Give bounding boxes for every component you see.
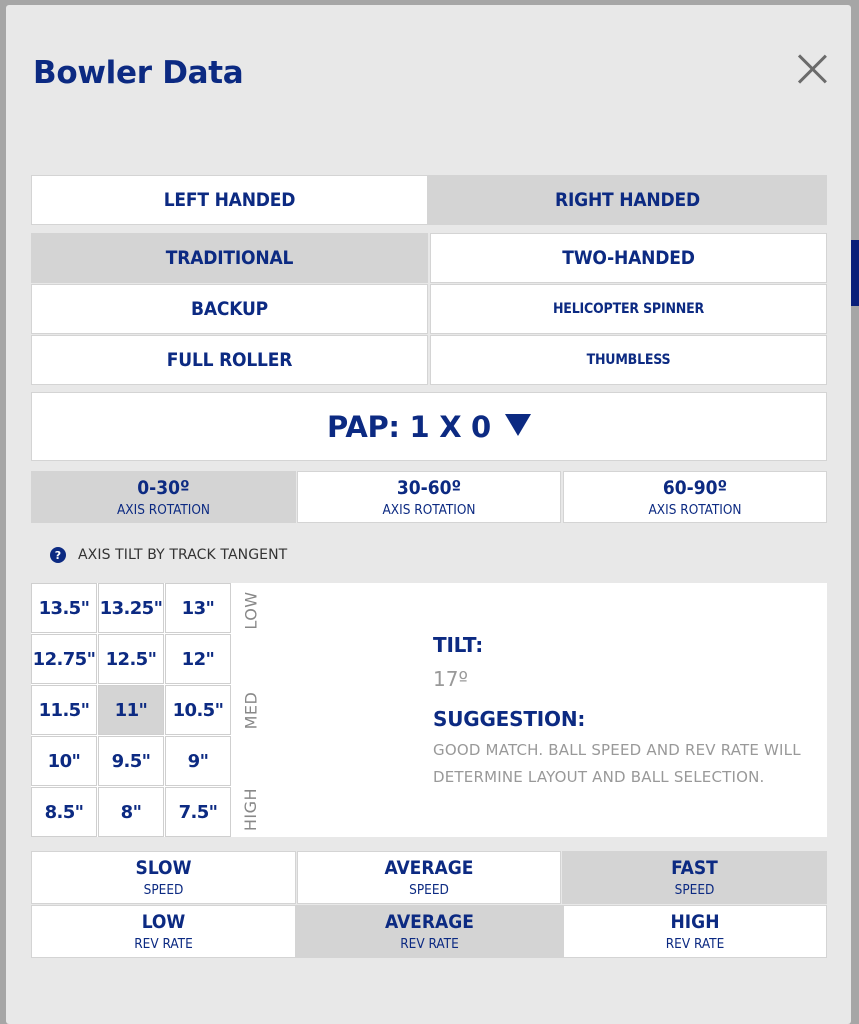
speed-slow-button[interactable] [31,851,296,904]
rev-rate-sub: REV RATE [134,936,193,952]
style-thumbless-button[interactable] [430,335,827,385]
close-icon[interactable] [796,53,828,85]
tangent-cell[interactable]: 11.5" [31,685,97,735]
axis-rotation-range: 30-60º [396,476,462,499]
speed-sub: SPEED [674,882,715,898]
style-label: TWO-HANDED [562,247,695,269]
caret-down-icon [505,414,531,436]
tangent-cell[interactable]: 13.25" [98,583,164,633]
tangent-cell[interactable]: 12.5" [98,634,164,684]
style-two-handed-button[interactable] [430,233,827,283]
right-handed-button[interactable] [428,175,827,225]
tangent-cell[interactable]: 12.75" [31,634,97,684]
speed-label: SLOW [135,857,192,879]
level-text: LOW [241,590,261,630]
level-low-label [236,583,266,637]
axis-rotation-sub: AXIS ROTATION [116,501,211,518]
tangent-cell[interactable]: 8.5" [31,787,97,837]
tangent-cell[interactable]: 12" [165,634,231,684]
axis-rotation-60-90-button[interactable] [563,471,827,523]
axis-rotation-range: 60-90º [662,476,728,499]
rev-rate-average-button[interactable] [296,905,563,958]
speed-fast-button[interactable] [562,851,827,904]
speed-average-button[interactable] [297,851,561,904]
axis-rotation-sub: AXIS ROTATION [648,501,742,518]
rev-rate-sub: REV RATE [400,936,459,952]
style-backup-button[interactable] [31,284,428,334]
pap-dropdown[interactable] [31,392,827,461]
axis-rotation-sub: AXIS ROTATION [382,501,476,518]
axis-rotation-range: 0-30º [137,476,190,499]
rev-rate-label: LOW [141,911,186,933]
tangent-cell[interactable]: 10" [31,736,97,786]
style-full-roller-button[interactable] [31,335,428,385]
style-label: TRADITIONAL [165,247,294,269]
question-icon[interactable]: ? [50,547,66,563]
axis-rotation-0-30-button[interactable] [31,471,296,523]
tangent-cell[interactable]: 7.5" [165,787,231,837]
level-med-label [236,685,266,735]
tangent-cell[interactable]: 13.5" [31,583,97,633]
bowler-data-modal [6,5,851,1024]
speed-label: FAST [671,857,718,879]
tangent-cell[interactable]: 9" [165,736,231,786]
axis-tilt-help [50,547,287,563]
suggestion-heading: SUGGESTION: [433,707,586,731]
style-label: THUMBLESS [586,352,671,368]
left-handed-label: LEFT HANDED [163,189,296,211]
pap-label: PAP: 1 X 0 [327,409,491,444]
tangent-cell[interactable]: 8" [98,787,164,837]
style-label: HELICOPTER SPINNER [552,301,705,317]
style-label: FULL ROLLER [166,349,293,371]
rev-rate-sub: REV RATE [665,936,725,952]
rev-rate-label: HIGH [670,911,720,933]
style-traditional-button[interactable] [31,233,428,283]
tangent-cell[interactable]: 9.5" [98,736,164,786]
axis-tilt-help-text: AXIS TILT BY TRACK TANGENT [78,547,288,563]
rev-rate-high-button[interactable] [563,905,827,958]
right-handed-label: RIGHT HANDED [555,189,700,211]
rev-rate-label: AVERAGE [385,911,474,933]
level-text: MED [241,691,261,729]
tilt-value: 17º [433,667,468,691]
tilt-info [433,633,813,791]
speed-sub: SPEED [409,882,449,898]
tangent-panel [31,583,827,837]
axis-rotation-30-60-button[interactable] [297,471,561,523]
tangent-cell[interactable]: 10.5" [165,685,231,735]
suggestion-text: GOOD MATCH. BALL SPEED AND REV RATE WILL DETERMINE LAYOUT AND BALL SELECTION. [433,741,801,786]
speed-sub: SPEED [143,882,184,898]
modal-title: Bowler Data [33,55,244,91]
style-helicopter-spinner-button[interactable] [430,284,827,334]
tangent-cell-selected[interactable]: 11" [98,685,164,735]
style-label: BACKUP [191,298,268,320]
left-handed-button[interactable] [31,175,428,225]
level-text: HIGH [241,787,261,831]
tilt-heading: TILT: [433,633,484,657]
level-high-label [236,781,266,837]
speed-label: AVERAGE [384,857,474,879]
rev-rate-low-button[interactable] [31,905,296,958]
tangent-cell[interactable]: 13" [165,583,231,633]
